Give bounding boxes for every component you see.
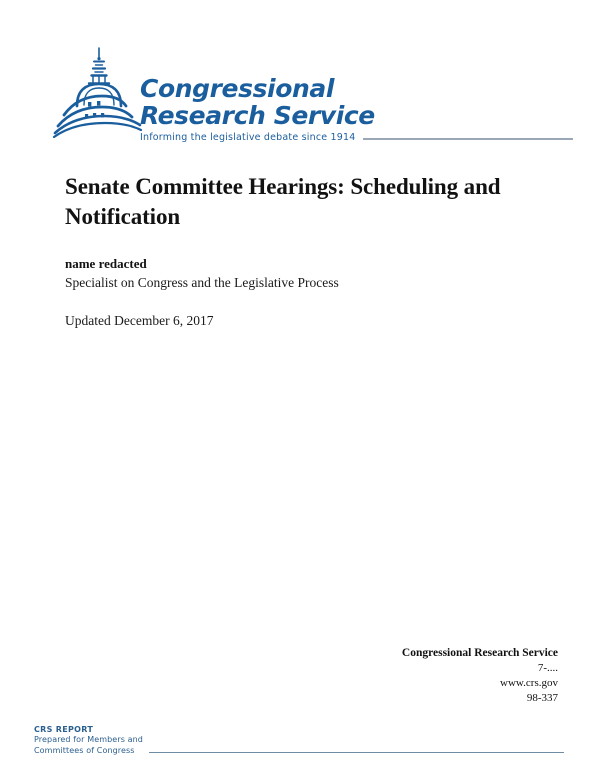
- masthead-divider-rule: [363, 138, 573, 140]
- footer-subtitle-line2: Committees of Congress: [34, 745, 135, 755]
- imprint-organization: Congressional Research Service: [401, 647, 558, 659]
- author-block: [65, 255, 525, 330]
- wordmark-congressional: Congressional: [140, 74, 335, 103]
- capitol-dome-icon: [52, 46, 144, 138]
- imprint-block: [298, 645, 558, 706]
- page-title: Senate Committee Hearings: Scheduling and Notification: [65, 174, 501, 229]
- imprint-report-number: 98-337: [526, 692, 558, 704]
- footer-title: CRS REPORT: [34, 725, 94, 734]
- imprint-phone: 7-....: [537, 662, 558, 674]
- page-footer: [34, 724, 564, 756]
- author-name: name redacted: [65, 256, 147, 271]
- imprint-website[interactable]: www.crs.gov: [500, 677, 558, 689]
- tagline-row: [140, 132, 600, 143]
- footer-subtitle-line1: Prepared for Members and: [34, 735, 143, 744]
- updated-date: Updated December 6, 2017: [65, 313, 214, 328]
- crs-masthead: [52, 46, 562, 142]
- author-role: Specialist on Congress and the Legislative Process: [65, 275, 339, 290]
- crs-tagline: Informing the legislative debate since 1914: [140, 132, 356, 143]
- footer-text-block: [34, 724, 143, 756]
- footer-divider-rule: [149, 752, 564, 754]
- wordmark-research-service: Research Service: [140, 101, 375, 130]
- crs-wordmark: [140, 76, 440, 128]
